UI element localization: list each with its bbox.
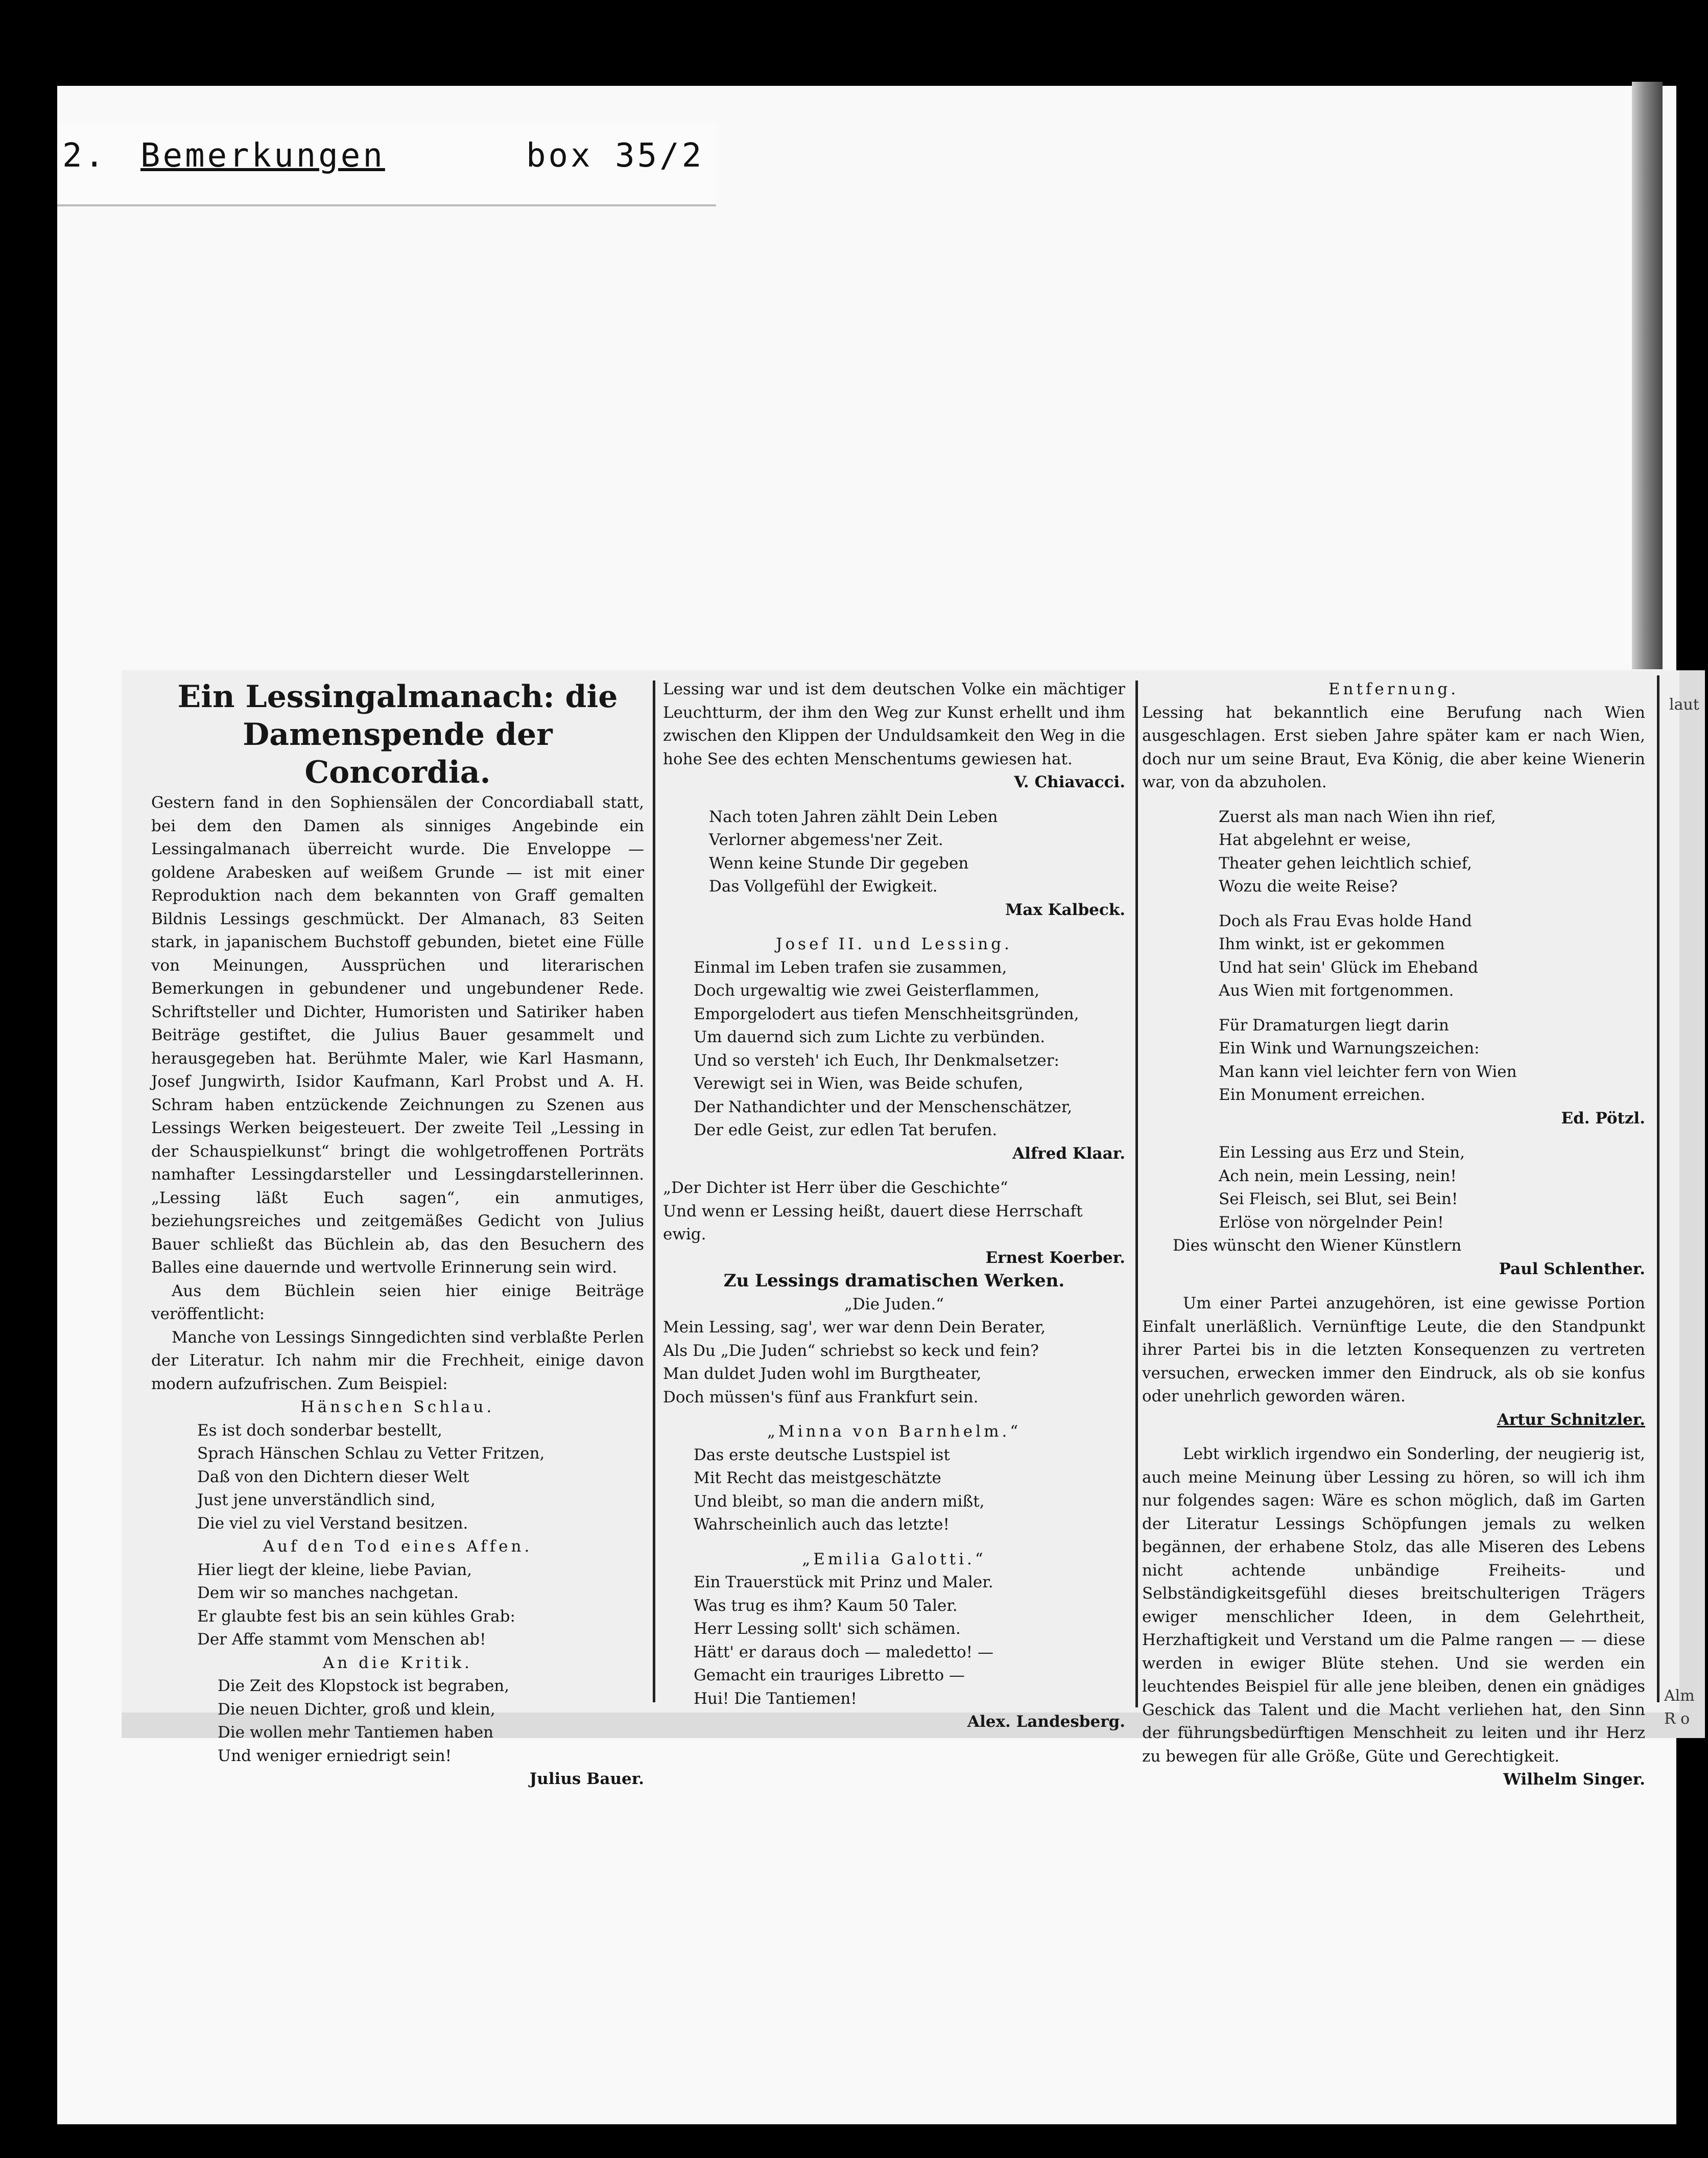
quote-line: Und wenn er Lessing heißt, dauert diese Herrschaft ewig. (663, 1202, 1083, 1244)
verse-line: Der edle Geist, zur edlen Tat berufen. (694, 1121, 998, 1139)
spacer (663, 1537, 1125, 1548)
verse-line: Wenn keine Stunde Dir gegeben (709, 854, 969, 873)
poem-line: Hier liegt der kleine, liebe Pavian, (197, 1560, 472, 1579)
prose-paragraph: Lessing war und ist dem deutschen Volke ein mächtiger Leuchtturm, der ihm den Weg zur Kunst erhellt und ihm zwischen den Klippen der Unduldsamkeit den Weg in die hohe See des echten Menschentums gewiesen hat. (663, 680, 1125, 768)
poem-line: Und weniger erniedrigt sein! (218, 1746, 452, 1765)
verse-line: Hui! Die Tantiemen! (694, 1689, 857, 1708)
verse (663, 1571, 1125, 1710)
verse (663, 806, 1125, 899)
intro-paragraph: Manche von Lessings Sinngedichten sind verblaßte Perlen der Literatur. Ich nahm mir die Frechheit, einige davon modern aufzufrischen. Zum Beispiel: (151, 1328, 644, 1393)
author-signature: Alfred Klaar. (1012, 1144, 1125, 1163)
verse-line: Man duldet Juden wohl im Burgtheater, (663, 1365, 982, 1383)
verse-line: Wozu die weite Reise? (1219, 877, 1398, 896)
verse-line: Hätt' er daraus doch — maledetto! — (694, 1643, 993, 1661)
spacer (1142, 1281, 1645, 1292)
verse-line: Und bleibt, so man die andern mißt, (694, 1492, 985, 1511)
verse-line: Theater gehen leichtlich schief, (1219, 854, 1472, 873)
verse-title: Josef II. und Lessing. (776, 935, 1012, 953)
poem-line: Die Zeit des Klopstock ist begraben, (218, 1677, 510, 1695)
verse-line: Doch urgewaltig wie zwei Geisterflammen, (694, 981, 1039, 1000)
poem-line: Es ist doch sonderbar bestellt, (197, 1421, 442, 1440)
article-headline: Ein Lessingalmanach: die Damenspende der Concordia. (177, 679, 618, 790)
verse-line: Aus Wien mit fortgenommen. (1219, 981, 1454, 1000)
poem-line: Just jene unverständlich sind, (197, 1491, 436, 1509)
article-title: Entfernung. (1328, 680, 1459, 698)
poem-line: Die wollen mehr Tantiemen haben (218, 1723, 494, 1742)
poem-title: An die Kritik. (322, 1653, 473, 1672)
prose-paragraph: Lessing hat bekanntlich eine Berufung nach Wien ausgeschlagen. Erst sieben Jahre später kam er nach Wien, doch nur um seine Braut, Eva König, die aber keine Wienerin war, von da abzuholen. (1142, 703, 1645, 791)
verse-line: Wahrscheinlich auch das letzte! (694, 1515, 950, 1534)
verse-line: Der Nathandichter und der Menschenschätzer, (694, 1097, 1073, 1116)
verse-line: Gemacht ein trauriges Libretto — (694, 1666, 965, 1684)
work-title: „Emilia Galotti.“ (802, 1550, 986, 1568)
stanza (1142, 806, 1645, 899)
verse-line: Mit Recht das meistgeschätzte (694, 1469, 941, 1487)
spacer (1142, 1003, 1645, 1014)
verse-line: Verewigt sei in Wien, was Beide schufen, (694, 1074, 1024, 1093)
poem-line: Dem wir so manches nachgetan. (197, 1584, 459, 1602)
verse-line: Doch müssen's fünf aus Frankfurt sein. (663, 1388, 979, 1406)
author-signature: Wilhelm Singer. (1503, 1770, 1645, 1789)
poem-line: Die viel zu viel Verstand besitzen. (197, 1514, 468, 1533)
verse-line: Um dauernd sich zum Lichte zu verbünden. (694, 1028, 1046, 1046)
verse (663, 956, 1125, 1142)
verse-line: Hat abgelehnt er weise, (1219, 831, 1411, 849)
verse-line: Ein Monument erreichen. (1219, 1086, 1426, 1104)
column-rule-1 (653, 681, 655, 1702)
verse-line: Als Du „Die Juden“ schriebst so keck und fein? (663, 1341, 1039, 1360)
spacer (663, 1409, 1125, 1420)
poem (151, 1675, 644, 1768)
author-signature: Max Kalbeck. (1005, 900, 1125, 919)
verse-line: Ein Lessing aus Erz und Stein, (1219, 1143, 1465, 1162)
verse-line: Das erste deutsche Lustspiel ist (694, 1445, 950, 1464)
verse (1142, 1141, 1645, 1234)
edge-fragment: R o (1664, 1710, 1690, 1728)
verse-line: Zuerst als man nach Wien ihn rief, (1219, 807, 1496, 826)
verse-line: Ach nein, mein Lessing, nein! (1219, 1166, 1457, 1185)
verse-line: Ihm winkt, ist er gekommen (1219, 935, 1445, 953)
intro-paragraph: Gestern fand in den Sophiensälen der Concordiaball statt, bei dem den Damen als sinniges Angebinde ein Lessingalmanach überreicht wurde. Die Enveloppe — goldene Arabesken auf weißem Grunde — ist mit einer Reproduktion nach dem bekannten von Graff gemalten Bildnis Lessings geschmückt. Der Almanach, 83 Seiten stark, in japanischem Buchstoff gebunden, bietet eine Fülle von Meinungen, Aussprüchen und literarischen Bemerkungen in gebundener und ungebundener Rede. Schriftsteller und Dichter, Humoristen und Satiriker haben Beiträge gestiftet, die Julius Bauer gesammelt und herausgegeben hat. Berühmte Maler, wie Karl Hasmann, Josef Jungwirth, Isidor Kaufmann, Karl Probst und A. H. Schram haben entzückende Zeichnungen zu Szenen aus Lessings Werken beigesteuert. Der zweite Teil „Lessing in der Schauspielkunst“ bringt die wohlgetroffenen Porträts namhafter Lessingdarsteller und Lessingdarstellerinnen. „Lessing läßt Euch sagen“, ein anmutiges, beziehungsreiches und zeitgemäßes Gedicht von Julius Bauer schließt das Büchlein ab, das den Besuchern des Balles eine dauernde und wertvolle Erinnerung sein wird. (151, 793, 644, 1277)
stanza (1142, 1014, 1645, 1107)
author-signature: Paul Schlenther. (1499, 1259, 1645, 1278)
author-signature: Artur Schnitzler. (1497, 1410, 1645, 1429)
section-heading: Zu Lessings dramatischen Werken. (723, 1271, 1065, 1291)
verse-line: Was trug es ihm? Kaum 50 Taler. (694, 1596, 958, 1615)
author-signature: Ernest Koerber. (985, 1248, 1125, 1267)
sheet-edge-shadow (1632, 82, 1663, 669)
spacer (1142, 1130, 1645, 1141)
prose-paragraph: Lebt wirklich irgendwo ein Sonderling, der neugierig ist, auch meine Meinung über Lessing zu hören, so will ich ihm nur folgendes sagen: Wäre es schon möglich, daß im Garten der Literatur Lessings Schöpfungen jemals zu welken begännen, der erhabene Stolz, das alle Miseren des Lebens nicht achtende unbändige Freiheits- und Selbständigkeitsgefühl dieses breitschulterigen Trägers ewiger menschlicher Ideen, in dem Gelehrtheit, Herzhaftigkeit und Verstand um die Palme rangen — — diese werden in ewiger Blüte stehen. Und sie werden ein leuchtendes Beispiel für alle jene bleiben, denen ein gnädiges Geschick das Talent und die Macht verliehen hat, den Sinn der führungsbedürftigen Menschheit zu leiten und ihr Herz zu bewegen für alle Größe, Güte und Gerechtigkeit. (1142, 1445, 1645, 1766)
newspaper-clipping (122, 670, 1705, 1789)
work-title: „Minna von Barnhelm.“ (767, 1422, 1022, 1441)
poem-line: Er glaubte fest bis an sein kühles Grab: (197, 1607, 515, 1626)
verse-line: Und so versteh' ich Euch, Ihr Denkmalsetzer: (694, 1051, 1059, 1070)
poem-line: Sprach Hänschen Schlau zu Vetter Fritzen, (197, 1444, 545, 1463)
verse (663, 1444, 1125, 1537)
verse-line: Sei Fleisch, sei Blut, sei Bein! (1219, 1190, 1458, 1208)
verse-note: Dies wünscht den Wiener Künstlern (1173, 1236, 1462, 1255)
poem (151, 1419, 644, 1536)
poem-title: Hänschen Schlau. (300, 1398, 495, 1416)
verse-line: Nach toten Jahren zählt Dein Leben (709, 807, 998, 826)
verse-line: Ein Wink und Warnungszeichen: (1219, 1039, 1480, 1058)
verse-line: Einmal im Leben trafen sie zusammen, (694, 958, 1007, 977)
verse-line: Das Vollgefühl der Ewigkeit. (709, 877, 938, 896)
verse-line: Doch als Frau Evas holde Hand (1219, 911, 1472, 930)
column-rule-3 (1657, 675, 1659, 1702)
verse-line: Für Dramaturgen liegt darin (1219, 1016, 1449, 1035)
verse-line: Man kann viel leichter fern von Wien (1219, 1062, 1517, 1081)
verse-line: Ein Trauerstück mit Prinz und Maler. (694, 1573, 993, 1591)
verse-line: Und hat sein' Glück im Eheband (1219, 958, 1478, 977)
author-signature: Alex. Landesberg. (967, 1713, 1125, 1731)
poem-line: Der Affe stammt vom Menschen ab! (197, 1630, 486, 1649)
spacer (1142, 1432, 1645, 1443)
verse-line: Erlöse von nörgelnder Pein! (1219, 1213, 1444, 1232)
poem-line: Die neuen Dichter, groß und klein, (218, 1700, 495, 1719)
poem-line: Daß von den Dichtern dieser Welt (197, 1467, 469, 1486)
verse-line: Mein Lessing, sag', wer war denn Dein Berater, (663, 1318, 1046, 1336)
author-signature: Ed. Pötzl. (1561, 1109, 1645, 1128)
spacer (1142, 899, 1645, 910)
spacer (663, 922, 1125, 933)
label-number: 2. (62, 137, 107, 175)
column-2 (663, 678, 1125, 1734)
column-rule-2 (1135, 681, 1138, 1707)
spacer (1142, 794, 1645, 806)
spacer (663, 1165, 1125, 1177)
verse-line: Emporgelodert aus tiefen Menschheitsgründen, (694, 1004, 1079, 1023)
column-1 (151, 678, 644, 1791)
edge-fragment: Alm (1664, 1687, 1695, 1705)
stanza (1142, 910, 1645, 1003)
work-title: „Die Juden.“ (844, 1295, 944, 1313)
verse-line: Herr Lessing sollt' sich schämen. (694, 1620, 961, 1638)
poem-title: Auf den Tod eines Affen. (263, 1537, 533, 1556)
verse-line: Verlorner abgemess'ner Zeit. (709, 831, 943, 849)
quote-line: „Der Dichter ist Herr über die Geschichte“ (663, 1179, 1008, 1197)
author-signature: Julius Bauer. (529, 1770, 644, 1788)
author-signature: V. Chiavacci. (1014, 773, 1125, 791)
label-box-number: box 35/2 (526, 137, 704, 175)
prose-paragraph: Um einer Partei anzugehören, ist eine gewisse Portion Einfalt unerläßlich. Vernünftige Leute, die den Standpunkt ihrer Partei bis in die letzten Konsequenzen zu vertreten versuchen, erwecken immer den Eindruck, als ob sie konfus oder unehrlich geworden wären. (1142, 1294, 1645, 1405)
label-title: Bemerkungen (140, 137, 385, 175)
edge-fragment: laut (1669, 696, 1699, 714)
poem (151, 1559, 644, 1652)
intro-paragraph: Aus dem Büchlein seien hier einige Beiträge veröffentlicht: (151, 1281, 644, 1323)
column-3 (1142, 678, 1645, 1792)
spacer (663, 794, 1125, 806)
